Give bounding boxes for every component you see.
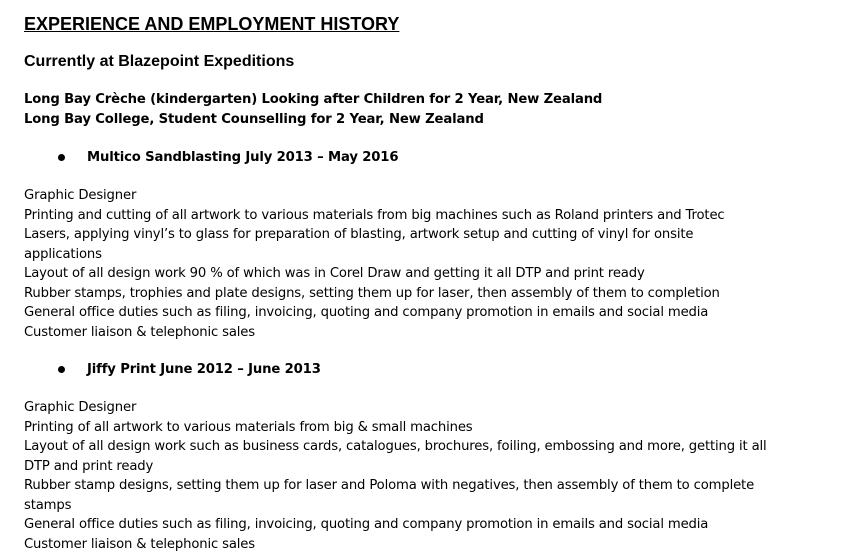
job-line: Layout of all design work 90 % of which was in Corel Draw and getting it all DTP and print ready <box>24 266 645 281</box>
section-title: EXPERIENCE AND EMPLOYMENT HISTORY <box>24 14 400 34</box>
job-line: Layout of all design work such as business cards, catalogues, brochures, foiling, embossing and more, getting it all <box>24 439 767 454</box>
job-line: Customer liaison & telephonic sales <box>24 536 255 552</box>
job-title: Graphic Designer <box>24 188 137 203</box>
early-role-kindergarten: Long Bay Crèche (kindergarten) Looking after Children for 2 Year, New Zealand <box>24 92 603 107</box>
job-line: Lasers, applying vinyl’s to glass for preparation of blasting, artwork setup and cutting of vinyl for onsite <box>24 227 694 242</box>
job-line: Printing and cutting of all artwork to various materials from big machines such as Roland printers and Trotec <box>24 207 725 223</box>
job-line: General office duties such as filing, invoicing, quoting and company promotion in emails and social media <box>24 517 709 532</box>
job-line: Printing of all artwork to various materials from big & small machines <box>24 419 473 435</box>
job-title: Graphic Designer <box>24 400 137 415</box>
job-line: applications <box>24 246 102 262</box>
job-line: Customer liaison & telephonic sales <box>24 324 255 340</box>
bullet-icon <box>58 366 65 373</box>
job-heading-jiffy <box>24 360 844 380</box>
job-line: Rubber stamps, trophies and plate designs, setting them up for laser, then assembly of them to completion <box>24 285 720 301</box>
current-employer: Currently at Blazepoint Expeditions <box>24 53 295 70</box>
document-page <box>24 12 844 552</box>
job-details-jiffy <box>24 398 844 554</box>
job-line: General office duties such as filing, invoicing, quoting and company promotion in emails and social media <box>24 305 709 320</box>
job-line: Rubber stamp designs, setting them up for laser and Poloma with negatives, then assembly of them to complete <box>24 478 755 493</box>
job-line: DTP and print ready <box>24 458 154 474</box>
job-heading-text: Jiffy Print June 2012 – June 2013 <box>87 362 321 377</box>
early-roles <box>24 90 844 129</box>
bullet-icon <box>58 154 65 161</box>
job-line: stamps <box>24 497 72 513</box>
early-role-college: Long Bay College, Student Counselling for 2 Year, New Zealand <box>24 111 484 127</box>
job-details-multico <box>24 186 844 342</box>
job-heading-text: Multico Sandblasting July 2013 – May 2016 <box>87 150 399 165</box>
job-heading-multico <box>24 148 844 168</box>
